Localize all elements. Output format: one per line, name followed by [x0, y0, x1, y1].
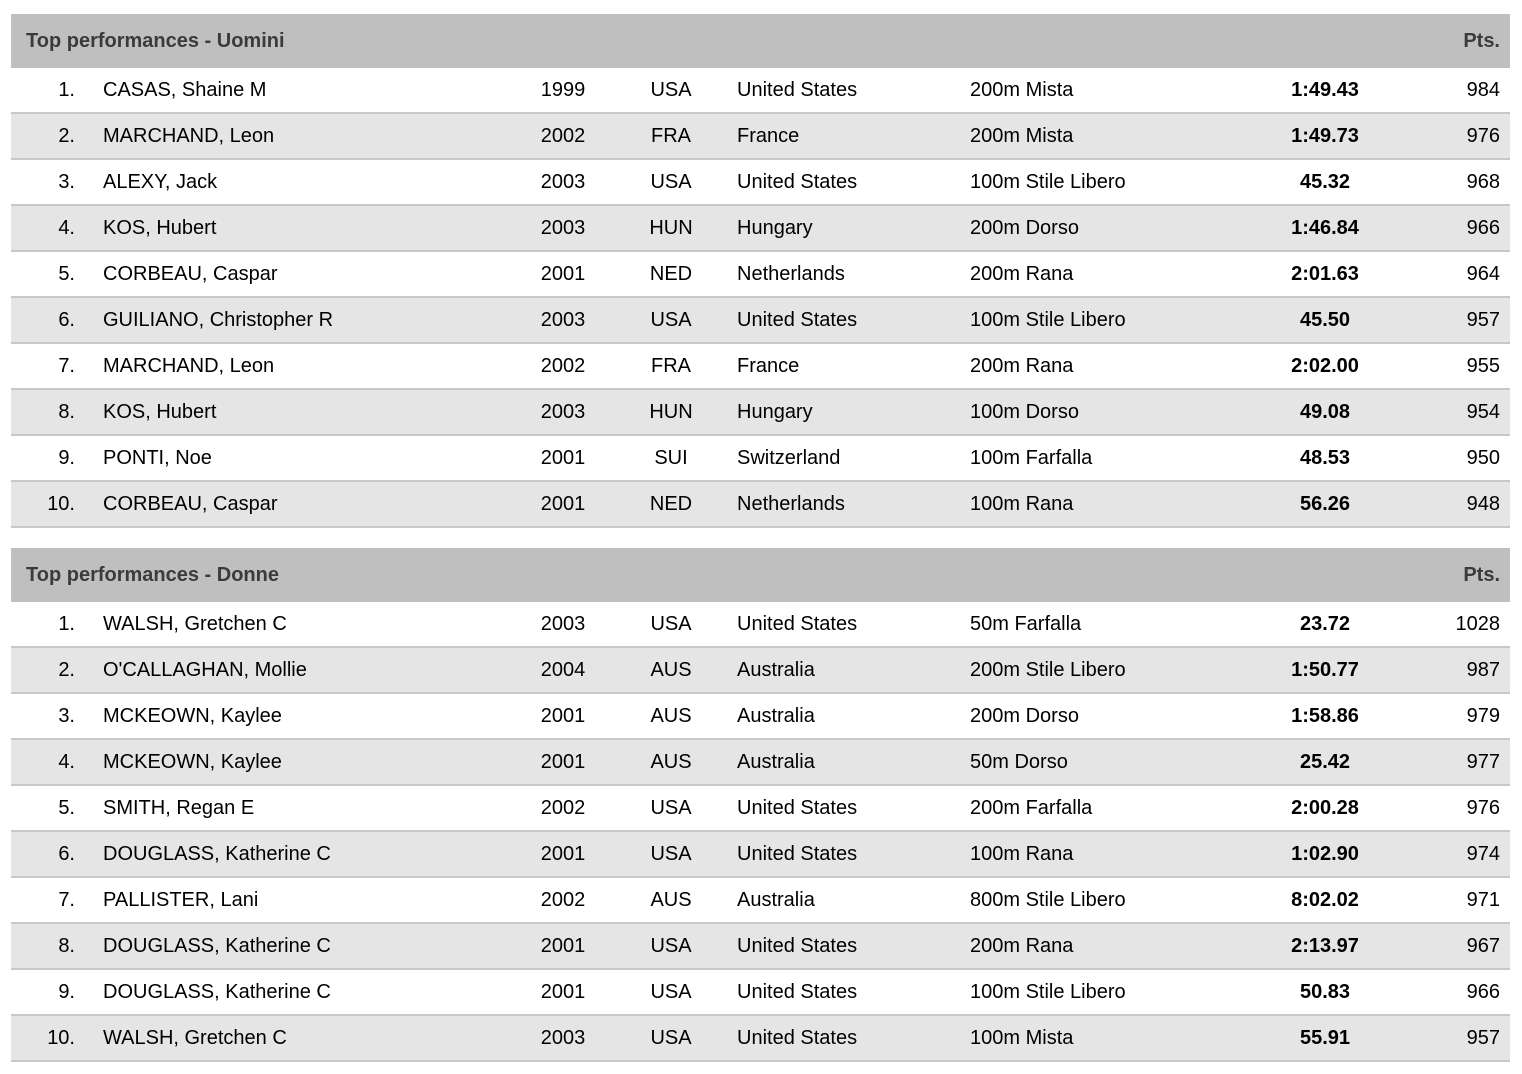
- birth-year-cell: 2003: [518, 602, 608, 648]
- time-cell: 2:02.00: [1240, 344, 1410, 390]
- result-row: [11, 602, 1510, 648]
- time-cell: 23.72: [1240, 602, 1410, 648]
- rank-cell: 6.: [11, 298, 85, 344]
- result-row: [11, 344, 1510, 390]
- birth-year-cell: 2001: [518, 832, 608, 878]
- athlete-name-cell: CORBEAU, Caspar: [85, 482, 518, 528]
- athlete-name-cell: GUILIANO, Christopher R: [85, 298, 518, 344]
- time-cell: 1:49.73: [1240, 114, 1410, 160]
- athlete-name-cell: MARCHAND, Leon: [85, 114, 518, 160]
- event-cell: 200m Mista: [940, 114, 1240, 160]
- nation-code-cell: USA: [608, 298, 734, 344]
- time-cell: 55.91: [1240, 1016, 1410, 1062]
- nation-code-cell: USA: [608, 160, 734, 206]
- athlete-name-cell: O'CALLAGHAN, Mollie: [85, 648, 518, 694]
- nation-code-cell: FRA: [608, 114, 734, 160]
- rank-cell: 7.: [11, 878, 85, 924]
- event-cell: 100m Farfalla: [940, 436, 1240, 482]
- result-row: [11, 970, 1510, 1016]
- athlete-name-cell: CORBEAU, Caspar: [85, 252, 518, 298]
- points-cell: 957: [1410, 298, 1510, 344]
- performance-table: [11, 548, 1510, 1062]
- rank-cell: 8.: [11, 924, 85, 970]
- athlete-name-cell: MCKEOWN, Kaylee: [85, 740, 518, 786]
- time-cell: 1:49.43: [1240, 68, 1410, 114]
- nation-name-cell: Australia: [734, 694, 940, 740]
- points-cell: 957: [1410, 1016, 1510, 1062]
- rank-cell: 5.: [11, 786, 85, 832]
- nation-code-cell: USA: [608, 832, 734, 878]
- points-column-header: Pts.: [1410, 548, 1510, 602]
- points-cell: 979: [1410, 694, 1510, 740]
- result-row: [11, 390, 1510, 436]
- event-cell: 200m Rana: [940, 252, 1240, 298]
- birth-year-cell: 2002: [518, 114, 608, 160]
- nation-name-cell: Netherlands: [734, 252, 940, 298]
- event-cell: 200m Rana: [940, 924, 1240, 970]
- birth-year-cell: 2003: [518, 1016, 608, 1062]
- time-cell: 2:13.97: [1240, 924, 1410, 970]
- athlete-name-cell: KOS, Hubert: [85, 206, 518, 252]
- athlete-name-cell: MARCHAND, Leon: [85, 344, 518, 390]
- event-cell: 200m Farfalla: [940, 786, 1240, 832]
- time-cell: 48.53: [1240, 436, 1410, 482]
- athlete-name-cell: DOUGLASS, Katherine C: [85, 970, 518, 1016]
- points-cell: 966: [1410, 206, 1510, 252]
- time-cell: 45.32: [1240, 160, 1410, 206]
- result-row: [11, 482, 1510, 528]
- nation-code-cell: AUS: [608, 878, 734, 924]
- time-cell: 1:46.84: [1240, 206, 1410, 252]
- rank-cell: 10.: [11, 482, 85, 528]
- event-cell: 100m Stile Libero: [940, 298, 1240, 344]
- points-column-header: Pts.: [1410, 14, 1510, 68]
- event-cell: 100m Dorso: [940, 390, 1240, 436]
- nation-name-cell: France: [734, 114, 940, 160]
- result-row: [11, 878, 1510, 924]
- points-cell: 967: [1410, 924, 1510, 970]
- birth-year-cell: 2001: [518, 482, 608, 528]
- athlete-name-cell: DOUGLASS, Katherine C: [85, 924, 518, 970]
- birth-year-cell: 2003: [518, 390, 608, 436]
- result-row: [11, 694, 1510, 740]
- rank-cell: 6.: [11, 832, 85, 878]
- result-row: [11, 648, 1510, 694]
- nation-name-cell: United States: [734, 1016, 940, 1062]
- birth-year-cell: 2003: [518, 298, 608, 344]
- nation-code-cell: HUN: [608, 206, 734, 252]
- time-cell: 2:01.63: [1240, 252, 1410, 298]
- nation-name-cell: Australia: [734, 740, 940, 786]
- nation-name-cell: United States: [734, 68, 940, 114]
- event-cell: 50m Dorso: [940, 740, 1240, 786]
- table-body: [11, 602, 1510, 1062]
- rank-cell: 2.: [11, 648, 85, 694]
- rank-cell: 7.: [11, 344, 85, 390]
- nation-code-cell: USA: [608, 970, 734, 1016]
- result-row: [11, 924, 1510, 970]
- birth-year-cell: 2001: [518, 924, 608, 970]
- birth-year-cell: 2004: [518, 648, 608, 694]
- rank-cell: 4.: [11, 206, 85, 252]
- time-cell: 49.08: [1240, 390, 1410, 436]
- athlete-name-cell: CASAS, Shaine M: [85, 68, 518, 114]
- event-cell: 200m Stile Libero: [940, 648, 1240, 694]
- event-cell: 100m Rana: [940, 482, 1240, 528]
- table-title: Top performances - Uomini: [11, 14, 1410, 68]
- points-cell: 966: [1410, 970, 1510, 1016]
- nation-code-cell: USA: [608, 602, 734, 648]
- nation-code-cell: USA: [608, 924, 734, 970]
- event-cell: 100m Stile Libero: [940, 160, 1240, 206]
- nation-name-cell: Australia: [734, 878, 940, 924]
- nation-code-cell: SUI: [608, 436, 734, 482]
- rank-cell: 2.: [11, 114, 85, 160]
- time-cell: 25.42: [1240, 740, 1410, 786]
- nation-code-cell: USA: [608, 68, 734, 114]
- nation-name-cell: United States: [734, 160, 940, 206]
- birth-year-cell: 2003: [518, 160, 608, 206]
- points-cell: 974: [1410, 832, 1510, 878]
- rank-cell: 1.: [11, 68, 85, 114]
- time-cell: 8:02.02: [1240, 878, 1410, 924]
- time-cell: 1:02.90: [1240, 832, 1410, 878]
- nation-name-cell: United States: [734, 298, 940, 344]
- event-cell: 200m Mista: [940, 68, 1240, 114]
- points-cell: 968: [1410, 160, 1510, 206]
- nation-name-cell: United States: [734, 924, 940, 970]
- birth-year-cell: 1999: [518, 68, 608, 114]
- rank-cell: 9.: [11, 970, 85, 1016]
- nation-name-cell: France: [734, 344, 940, 390]
- athlete-name-cell: ALEXY, Jack: [85, 160, 518, 206]
- nation-name-cell: Netherlands: [734, 482, 940, 528]
- result-row: [11, 252, 1510, 298]
- time-cell: 45.50: [1240, 298, 1410, 344]
- athlete-name-cell: KOS, Hubert: [85, 390, 518, 436]
- athlete-name-cell: PALLISTER, Lani: [85, 878, 518, 924]
- result-row: [11, 1016, 1510, 1062]
- rank-cell: 8.: [11, 390, 85, 436]
- points-cell: 976: [1410, 786, 1510, 832]
- nation-name-cell: United States: [734, 602, 940, 648]
- event-cell: 200m Rana: [940, 344, 1240, 390]
- result-row: [11, 832, 1510, 878]
- nation-code-cell: AUS: [608, 740, 734, 786]
- nation-code-cell: USA: [608, 786, 734, 832]
- rank-cell: 1.: [11, 602, 85, 648]
- nation-name-cell: United States: [734, 832, 940, 878]
- event-cell: 100m Mista: [940, 1016, 1240, 1062]
- birth-year-cell: 2001: [518, 694, 608, 740]
- nation-name-cell: Australia: [734, 648, 940, 694]
- event-cell: 800m Stile Libero: [940, 878, 1240, 924]
- event-cell: 100m Stile Libero: [940, 970, 1240, 1016]
- points-cell: 977: [1410, 740, 1510, 786]
- nation-name-cell: Hungary: [734, 206, 940, 252]
- nation-code-cell: USA: [608, 1016, 734, 1062]
- athlete-name-cell: SMITH, Regan E: [85, 786, 518, 832]
- nation-code-cell: AUS: [608, 648, 734, 694]
- performance-table: [11, 14, 1510, 528]
- table-body: [11, 68, 1510, 528]
- points-cell: 1028: [1410, 602, 1510, 648]
- rank-cell: 4.: [11, 740, 85, 786]
- event-cell: 100m Rana: [940, 832, 1240, 878]
- points-cell: 955: [1410, 344, 1510, 390]
- points-cell: 950: [1410, 436, 1510, 482]
- time-cell: 1:58.86: [1240, 694, 1410, 740]
- result-row: [11, 786, 1510, 832]
- nation-code-cell: NED: [608, 482, 734, 528]
- nation-name-cell: United States: [734, 970, 940, 1016]
- rank-cell: 3.: [11, 160, 85, 206]
- result-row: [11, 206, 1510, 252]
- points-cell: 984: [1410, 68, 1510, 114]
- rank-cell: 5.: [11, 252, 85, 298]
- result-row: [11, 298, 1510, 344]
- result-row: [11, 160, 1510, 206]
- nation-name-cell: Hungary: [734, 390, 940, 436]
- rank-cell: 3.: [11, 694, 85, 740]
- points-cell: 971: [1410, 878, 1510, 924]
- rank-cell: 10.: [11, 1016, 85, 1062]
- time-cell: 56.26: [1240, 482, 1410, 528]
- athlete-name-cell: MCKEOWN, Kaylee: [85, 694, 518, 740]
- nation-code-cell: NED: [608, 252, 734, 298]
- birth-year-cell: 2002: [518, 878, 608, 924]
- birth-year-cell: 2001: [518, 436, 608, 482]
- event-cell: 200m Dorso: [940, 694, 1240, 740]
- points-cell: 964: [1410, 252, 1510, 298]
- event-cell: 200m Dorso: [940, 206, 1240, 252]
- result-row: [11, 68, 1510, 114]
- nation-code-cell: HUN: [608, 390, 734, 436]
- table-header-row: [11, 548, 1510, 602]
- nation-name-cell: Switzerland: [734, 436, 940, 482]
- birth-year-cell: 2002: [518, 344, 608, 390]
- athlete-name-cell: WALSH, Gretchen C: [85, 602, 518, 648]
- table-header-row: [11, 14, 1510, 68]
- birth-year-cell: 2002: [518, 786, 608, 832]
- top-performances-page: [11, 14, 1510, 1062]
- athlete-name-cell: WALSH, Gretchen C: [85, 1016, 518, 1062]
- birth-year-cell: 2003: [518, 206, 608, 252]
- points-cell: 954: [1410, 390, 1510, 436]
- result-row: [11, 436, 1510, 482]
- time-cell: 50.83: [1240, 970, 1410, 1016]
- points-cell: 987: [1410, 648, 1510, 694]
- rank-cell: 9.: [11, 436, 85, 482]
- points-cell: 948: [1410, 482, 1510, 528]
- nation-name-cell: United States: [734, 786, 940, 832]
- athlete-name-cell: DOUGLASS, Katherine C: [85, 832, 518, 878]
- time-cell: 2:00.28: [1240, 786, 1410, 832]
- result-row: [11, 114, 1510, 160]
- birth-year-cell: 2001: [518, 970, 608, 1016]
- points-cell: 976: [1410, 114, 1510, 160]
- birth-year-cell: 2001: [518, 252, 608, 298]
- nation-code-cell: FRA: [608, 344, 734, 390]
- time-cell: 1:50.77: [1240, 648, 1410, 694]
- athlete-name-cell: PONTI, Noe: [85, 436, 518, 482]
- event-cell: 50m Farfalla: [940, 602, 1240, 648]
- table-title: Top performances - Donne: [11, 548, 1410, 602]
- birth-year-cell: 2001: [518, 740, 608, 786]
- result-row: [11, 740, 1510, 786]
- nation-code-cell: AUS: [608, 694, 734, 740]
